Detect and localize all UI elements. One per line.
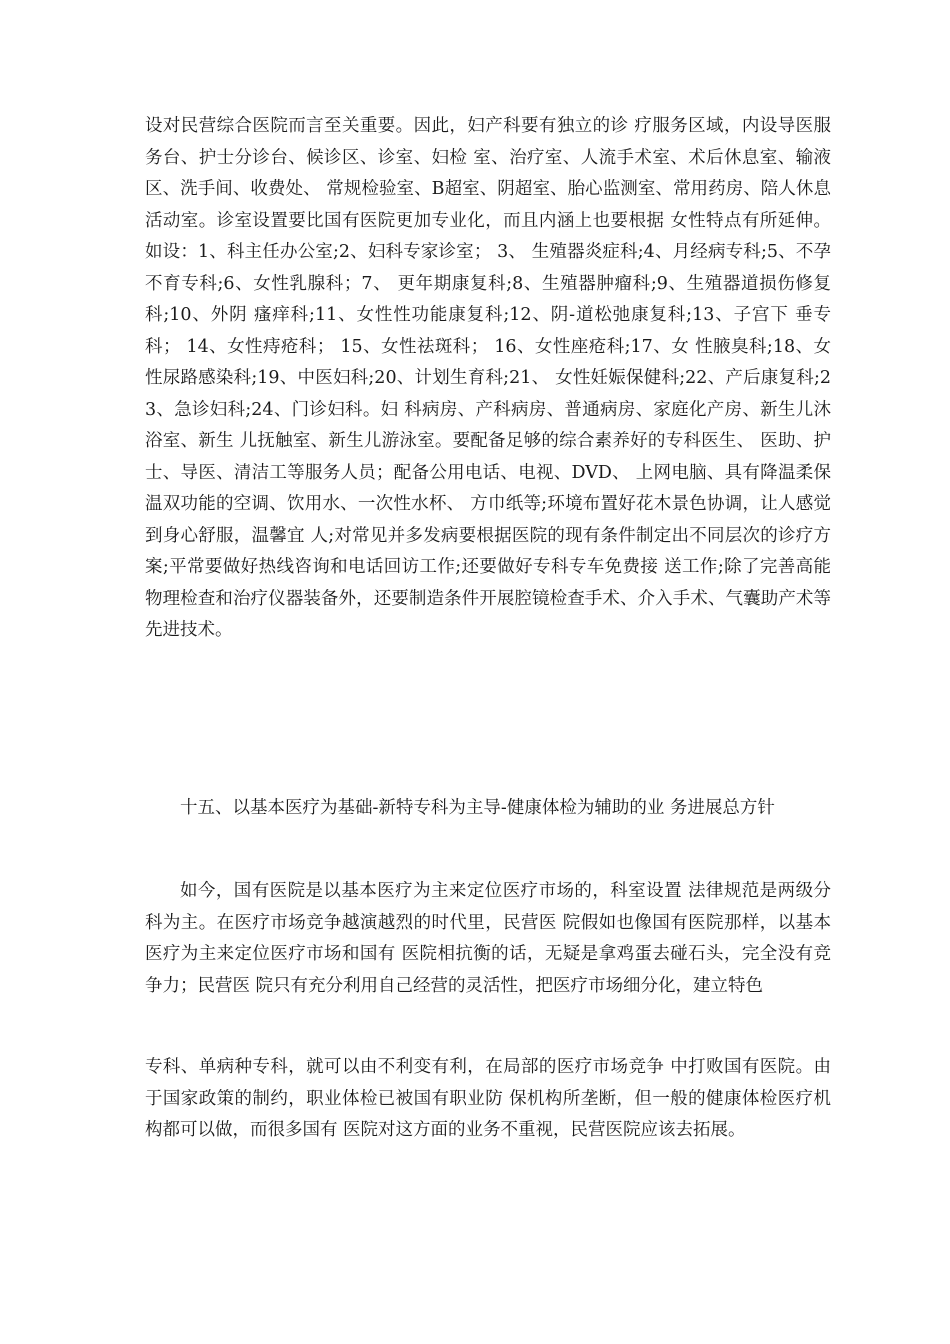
section-heading-15: 十五、以基本医疗为基础-新特专科为主导-健康体检为辅助的业 务进展总方针 (180, 798, 775, 818)
body-paragraph-positioning: 如今，国有医院是以基本医疗为主来定位医疗市场的，科室设置 法律规范是两级分科为主。在医疗市场竞争越演越烈的时代里，民营医 院假如也像国有医院那样，以基本医疗为主来定位医疗市场和国有 医院相抗衡的话，无疑是拿鸡蛋去碰石头，完全没有竞争力；民营医 院只有充分利用自己经营的灵活性，把医疗市场细分化，建立特色 (145, 881, 831, 996)
body-paragraph-specialties: 专科、单病种专科，就可以由不利变有利，在局部的医疗市场竞争 中打败国有医院。由于国家政策的制约，职业体检已被国有职业防 保机构所垄断，但一般的健康体检医疗机构都可以做，而很多国有 医院对这方面的业务不重视，民营医院应该去拓展。 (145, 1057, 831, 1140)
body-paragraph-facilities: 设对民营综合医院而言至关重要。因此，妇产科要有独立的诊 疗服务区域，内设导医服务台、护士分诊台、候诊区、诊室、妇检 室、治疗室、人流手术室、术后休息室、输液区、洗手间、收费处、 常规检验室、B超室、阴超室、胎心监测室、常用药房、陪人休息 活动室。诊室设置要比国有医院更加专业化，而且内涵上也要根据 女性特点有所延伸。如设：1、科主任办公室;2、妇科专家诊室； 3、 生殖器炎症科;4、月经病专科;5、不孕不育专科;6、女性乳腺科；7、 更年期康复科;8、生殖器肿瘤科;9、生殖器道损伤修复科;10、外阴 瘙痒科;11、女性性功能康复科;12、阴-道松弛康复科;13、子宫下 垂专科； 14、女性痔疮科； 15、女性祛斑科； 16、女性座疮科;17、女 性腋臭科;18、女性尿路感染科;19、中医妇科;20、计划生育科;21、 女性妊娠保健科;22、产后康复科;23、急诊妇科;24、门诊妇科。妇 科病房、产科病房、普通病房、家庭化产房、新生儿沐浴室、新生 儿抚触室、新生儿游泳室。要配备足够的综合素养好的专科医生、 医助、护士、导医、清洁工等服务人员；配备公用电话、电视、DVD、 上网电脑、具有降温柔保温双功能的空调、饮用水、一次性水杯、 方巾纸等;环境布置好花木景色协调，让人感觉到身心舒服，温馨宜 人;对常见并多发病要根据医院的现有条件制定出不同层次的诊疗方 案;平常要做好热线咨询和电话回访工作;还要做好专科专车免费接 送工作;除了完善高能物理检查和治疗仪器装备外，还要制造条件开展腔镜检查手术、介入手术、气囊助产术等先进技术。 (145, 116, 831, 640)
